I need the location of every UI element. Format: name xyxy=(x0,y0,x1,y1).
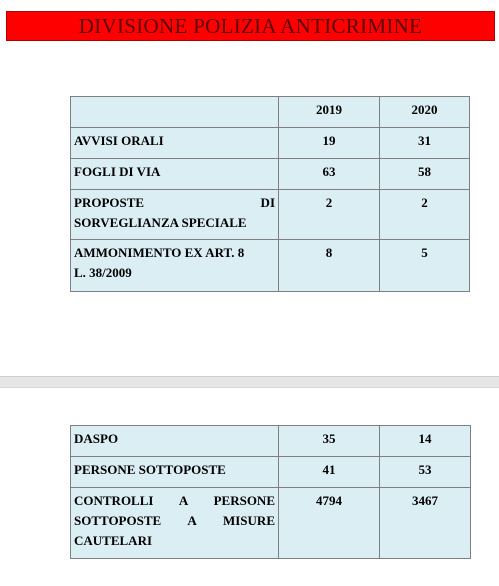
value-2019: 35 xyxy=(279,426,380,457)
row-label-proposte-sorveglianza xyxy=(71,190,279,240)
value-2019: 2 xyxy=(279,190,380,240)
value-2020: 31 xyxy=(380,128,470,159)
row-label-fogli-di-via: FOGLI DI VIA xyxy=(71,159,279,190)
value-2020: 2 xyxy=(380,190,470,240)
value-2020: 5 xyxy=(380,240,470,292)
value-2020: 53 xyxy=(380,457,471,488)
header-empty-cell xyxy=(71,97,279,128)
row-label-persone-sottoposte: PERSONE SOTTOPOSTE xyxy=(71,457,279,488)
value-2019: 41 xyxy=(279,457,380,488)
row-label-controlli xyxy=(71,488,279,559)
value-2020: 58 xyxy=(380,159,470,190)
section-title-bar xyxy=(6,11,495,41)
value-2019: 19 xyxy=(279,128,380,159)
table-row xyxy=(71,159,470,190)
label-line: L. 38/2009 xyxy=(74,265,132,280)
label-line: SORVEGLIANZA SPECIALE xyxy=(74,215,247,230)
label-line: CONTROLLI A PERSONE xyxy=(74,493,275,508)
table-header-row xyxy=(71,97,470,128)
table-row xyxy=(71,457,471,488)
label-line: PROPOSTE DI xyxy=(74,195,275,210)
row-label-avvisi-orali: AVVISI ORALI xyxy=(71,128,279,159)
table-daspo-measures xyxy=(70,425,471,559)
section-title: DIVISIONE POLIZIA ANTICRIMINE xyxy=(78,13,423,38)
row-label-ammonimento xyxy=(71,240,279,292)
table-row xyxy=(71,128,470,159)
table-row xyxy=(71,240,470,292)
value-2019: 8 xyxy=(279,240,380,292)
label-line: CAUTELARI xyxy=(74,533,153,548)
header-year-2020: 2020 xyxy=(380,97,470,128)
table-row xyxy=(71,190,470,240)
table-row xyxy=(71,488,471,559)
label-line: SOTTOPOSTE A MISURE xyxy=(74,513,275,528)
table-row xyxy=(71,426,471,457)
value-2020: 14 xyxy=(380,426,471,457)
row-label-daspo: DASPO xyxy=(71,426,279,457)
table-anticrimine-measures xyxy=(70,96,470,292)
value-2020: 3467 xyxy=(380,488,471,559)
header-year-2019: 2019 xyxy=(279,97,380,128)
page-separator xyxy=(0,376,499,388)
value-2019: 4794 xyxy=(279,488,380,559)
label-line: AMMONIMENTO EX ART. 8 xyxy=(74,245,245,260)
value-2019: 63 xyxy=(279,159,380,190)
